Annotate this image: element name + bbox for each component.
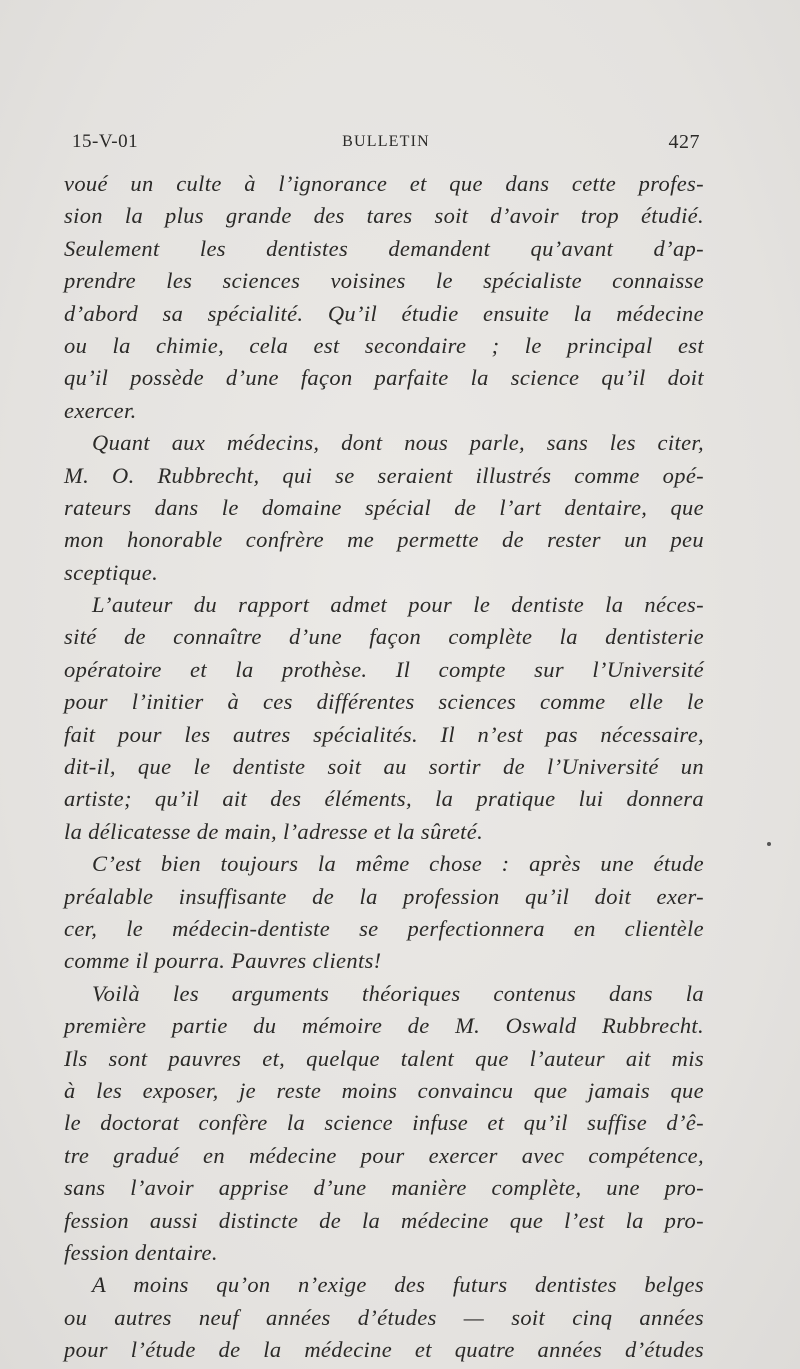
text-line: première partie du mémoire de M. Oswald Rubbrecht. — [64, 1013, 704, 1039]
text-line: la délicatesse de main, l’adresse et la sûreté. — [64, 818, 484, 844]
text-line: préalable insuffisante de la profession qu’il doit exer- — [64, 883, 704, 909]
text-line: prendre les sciences voisines le spécialiste connaisse — [64, 268, 704, 294]
text-line: pour l’étude de la médecine et quatre années d’études — [64, 1337, 704, 1363]
text-line: à les exposer, je reste moins convaincu que jamais que — [64, 1077, 704, 1103]
text-line: Seulement les dentistes demandent qu’avant d’ap- — [64, 235, 704, 261]
text-line: ou la chimie, cela est secondaire ; le principal est — [64, 332, 704, 358]
text-line: Quant aux médecins, dont nous parle, sans les citer, — [92, 430, 704, 456]
text-line: cer, le médecin-dentiste se perfectionnera en clientèle — [64, 915, 704, 941]
text-line: dit-il, que le dentiste soit au sortir de l’Université un — [64, 754, 704, 780]
text-line: mon honorable confrère me permette de rester un peu — [64, 527, 704, 553]
text-line: le doctorat confère la science infuse et qu’il suffise d’ê- — [64, 1110, 704, 1136]
text-line: exercer. — [64, 397, 137, 423]
text-line: sceptique. — [64, 559, 159, 585]
page-number: 427 — [668, 131, 700, 153]
margin-speck — [767, 842, 771, 846]
text-line: sion la plus grande des tares soit d’avoir trop étudié. — [64, 203, 704, 229]
body-text — [64, 168, 704, 1366]
text-line: d’abord sa spécialité. Qu’il étudie ensuite la médecine — [64, 300, 704, 326]
text-line: A moins qu’on n’exige des futurs dentistes belges — [92, 1272, 704, 1298]
text-line: sité de connaître d’une façon complète la dentisterie — [64, 624, 704, 650]
text-line: pour l’initier à ces différentes sciences comme elle le — [64, 689, 704, 715]
text-line: Ils sont pauvres et, quelque talent que l’auteur ait mis — [64, 1045, 704, 1071]
journal-title: BULLETIN — [342, 133, 430, 150]
text-line: artiste; qu’il ait des éléments, la pratique lui donnera — [64, 786, 704, 812]
running-head — [72, 131, 700, 157]
text-line: ou autres neuf années d’études — soit cinq années — [64, 1304, 704, 1330]
text-line: Voilà les arguments théoriques contenus dans la — [92, 980, 704, 1006]
text-line: C’est bien toujours la même chose : après une étude — [92, 851, 704, 877]
text-line: qu’il possède d’une façon parfaite la science qu’il doit — [64, 365, 704, 391]
text-line: voué un culte à l’ignorance et que dans cette profes- — [64, 171, 704, 196]
text-line: fession dentaire. — [64, 1239, 218, 1265]
text-line: comme il pourra. Pauvres clients! — [64, 948, 382, 974]
text-line: rateurs dans le domaine spécial de l’art dentaire, que — [64, 494, 704, 520]
text-line: fait pour les autres spécialités. Il n’est pas nécessaire, — [64, 721, 704, 747]
text-line: tre gradué en médecine pour exercer avec compétence, — [64, 1142, 704, 1168]
text-line: L’auteur du rapport admet pour le dentiste la néces- — [92, 592, 704, 618]
text-line: opératoire et la prothèse. Il compte sur l’Université — [64, 656, 704, 682]
text-line: sans l’avoir apprise d’une manière complète, une pro- — [64, 1175, 704, 1201]
issue-date: 15-V-01 — [72, 131, 139, 152]
text-line: M. O. Rubbrecht, qui se seraient illustrés comme opé- — [64, 462, 704, 488]
text-line: fession aussi distincte de la médecine que l’est la pro- — [64, 1207, 704, 1233]
